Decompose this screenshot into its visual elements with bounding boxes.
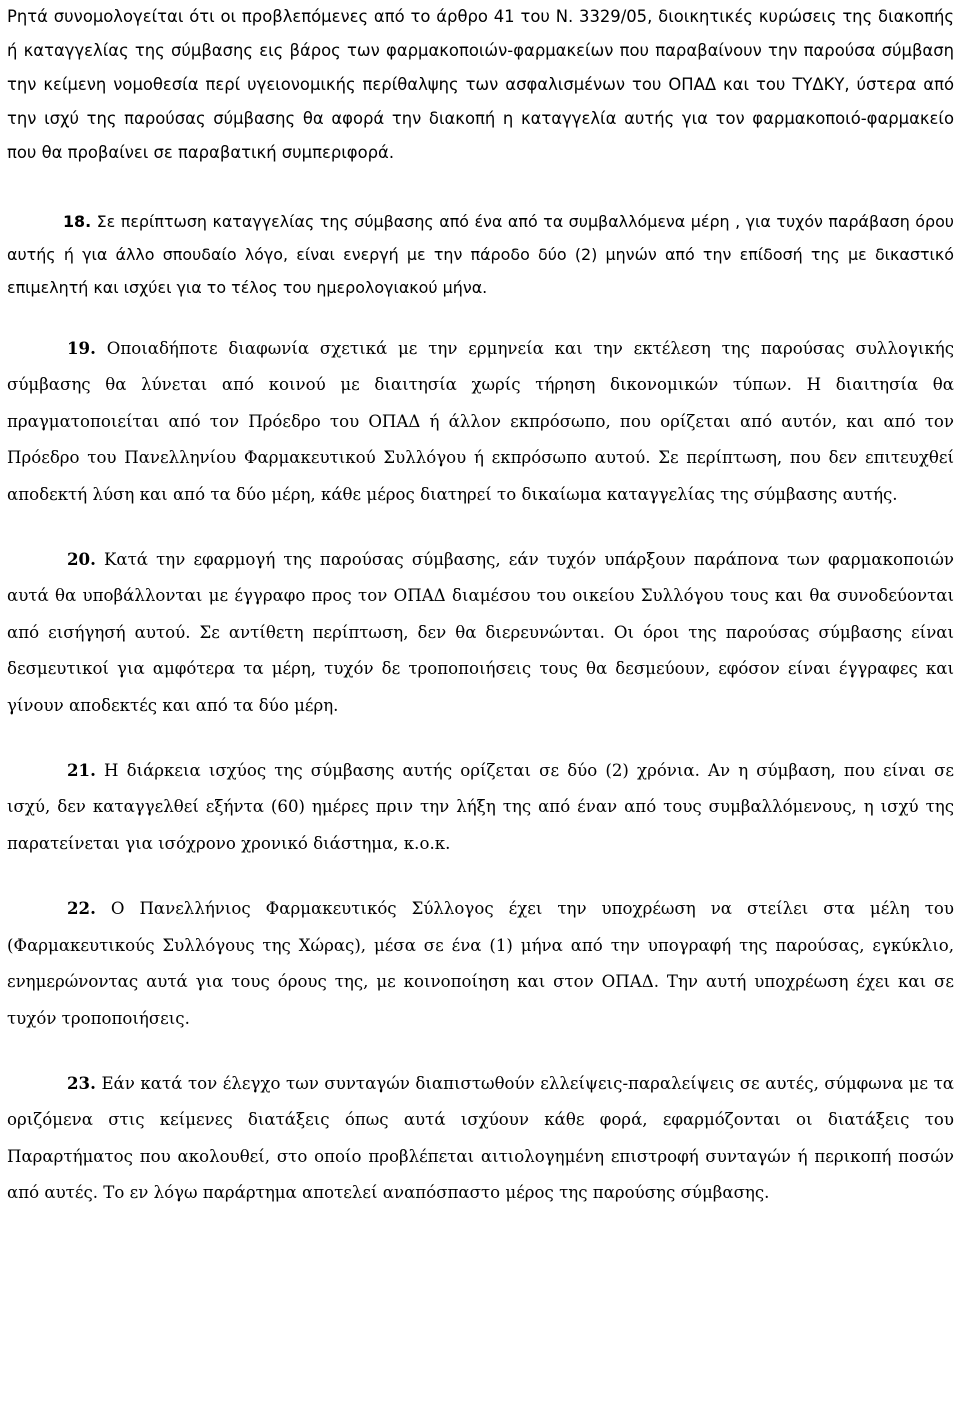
clause-23 [7, 1065, 954, 1212]
clause-22 [7, 890, 954, 1037]
clause-text: Η διάρκεια ισχύος της σύμβασης αυτής ορίζεται σε δύο (2) χρόνια. Αν η σύμβαση, που είναι σε ισχύ, δεν καταγγελθεί εξήντα (60) ημέρες πριν την λήξη της από έναν από τους συμβαλλόμενους, η ισχύ της παρατείνεται για ισόχρονο χρονικό διάστημα, κ.ο.κ. [7, 761, 954, 853]
clause-text: Εάν κατά τον έλεγχο των συνταγών διαπιστωθούν ελλείψεις-παραλείψεις σε αυτές, σύμφωνα με τα οριζόμενα στις κείμενες διατάξεις όπως αυτά ισχύουν κάθε φορά, εφαρμόζονται οι διατάξεις του Παραρτήματος που ακολουθεί, στο οποίο προβλέπεται αιτιολογημένη επιστροφή συνταγών ή περικοπή ποσών από αυτές. Το εν λόγω παράρτημα αποτελεί αναπόσπαστο μέρος της παρούσης σύμβασης. [7, 1073, 954, 1203]
clause-number: 20. [67, 549, 96, 570]
clause-18 [7, 205, 954, 304]
document-page [7, 0, 954, 1212]
clause-20 [7, 541, 954, 724]
clause-text: Σε περίπτωση καταγγελίας της σύμβασης από ένα από τα συμβαλλόμενα μέρη , για τυχόν παράβαση όρου αυτής ή για άλλο σπουδαίο λόγο, είναι ενεργή με την πάροδο δύο (2) μηνών από την επίδοσή της με δικαστικό επιμελητή και ισχύει για το τέλος του ημερολογιακού μήνα. [7, 212, 954, 297]
clause-text: Ο Πανελλήνιος Φαρμακευτικός Σύλλογος έχει την υποχρέωση να στείλει στα μέλη του (Φαρμακευτικούς Συλλόγους της Χώρας), μέσα σε ένα (1) μήνα από την υπογραφή της παρούσας, εγκύκλιο, ενημερώνοντας αυτά για τους όρους της, με κοινοποίηση και στον ΟΠΑΔ. Την αυτή υποχρέωση έχει και σε τυχόν τροποποιήσεις. [7, 899, 954, 1028]
clause-number: 23. [67, 1072, 96, 1093]
intro-paragraph [7, 0, 954, 170]
intro-text: Ρητά συνομολογείται ότι οι προβλεπόμενες από το άρθρο 41 του Ν. 3329/05, διοικητικές κυρώσεις της διακοπής ή καταγγελίας της σύμβασης εις βάρος των φαρμακοποιών-φαρμακείων που παραβαίνουν την παρούσα σύμβαση την κείμενη νομοθεσία περί υγειονομικής περίθαλψης των ασφαλισμένων του ΟΠΑΔ και του ΤΥΔΚΥ, ύστερα από την ισχύ της παρούσας σύμβασης θα αφορά την διακοπή η καταγγελία αυτής για τον φαρμακοποιό-φαρμακείο που θα προβαίνει σε παραβατική συμπεριφορά. [7, 7, 954, 162]
clause-number: 21. [67, 760, 96, 781]
clause-text: Οποιαδήποτε διαφωνία σχετικά με την ερμηνεία και την εκτέλεση της παρούσας συλλογικής σύμβασης θα λύνεται από κοινού με διαιτησία χωρίς τήρηση δικονομικών τύπων. Η διαιτησία θα πραγματοποιείται από τον Πρόεδρο του ΟΠΑΔ ή άλλον εκπρόσωπο, που ορίζεται από αυτόν, και από τον Πρόεδρο του Πανελληνίου Φαρμακευτικού Συλλόγου ή εκπρόσωπο αυτού. Σε περίπτωση, που δεν επιτευχθεί αποδεκτή λύση και από τα δύο μέρη, κάθε μέρος διατηρεί το δικαίωμα καταγγελίας της σύμβασης αυτής. [7, 339, 954, 504]
clause-number: 22. [67, 898, 96, 919]
clause-text: Κατά την εφαρμογή της παρούσας σύμβασης, εάν τυχόν υπάρξουν παράπονα των φαρμακοποιών αυτά θα υποβάλλονται με έγγραφο προς τον ΟΠΑΔ διαμέσου του οικείου Συλλόγου τους και θα συνοδεύονται από εισήγησή αυτού. Σε αντίθετη περίπτωση, δεν θα διερευνώνται. Οι όροι της παρούσας σύμβασης είναι δεσμευτικοί για αμφότερα τα μέρη, τυχόν δε τροποποιήσεις τους θα δεσμεύουν, εφόσον είναι έγγραφες και γίνουν αποδεκτές και από τα δύο μέρη. [7, 550, 954, 715]
clause-21 [7, 752, 954, 862]
clause-number: 18. [63, 212, 92, 231]
clause-number: 19. [67, 338, 96, 358]
clause-19 [7, 330, 954, 513]
